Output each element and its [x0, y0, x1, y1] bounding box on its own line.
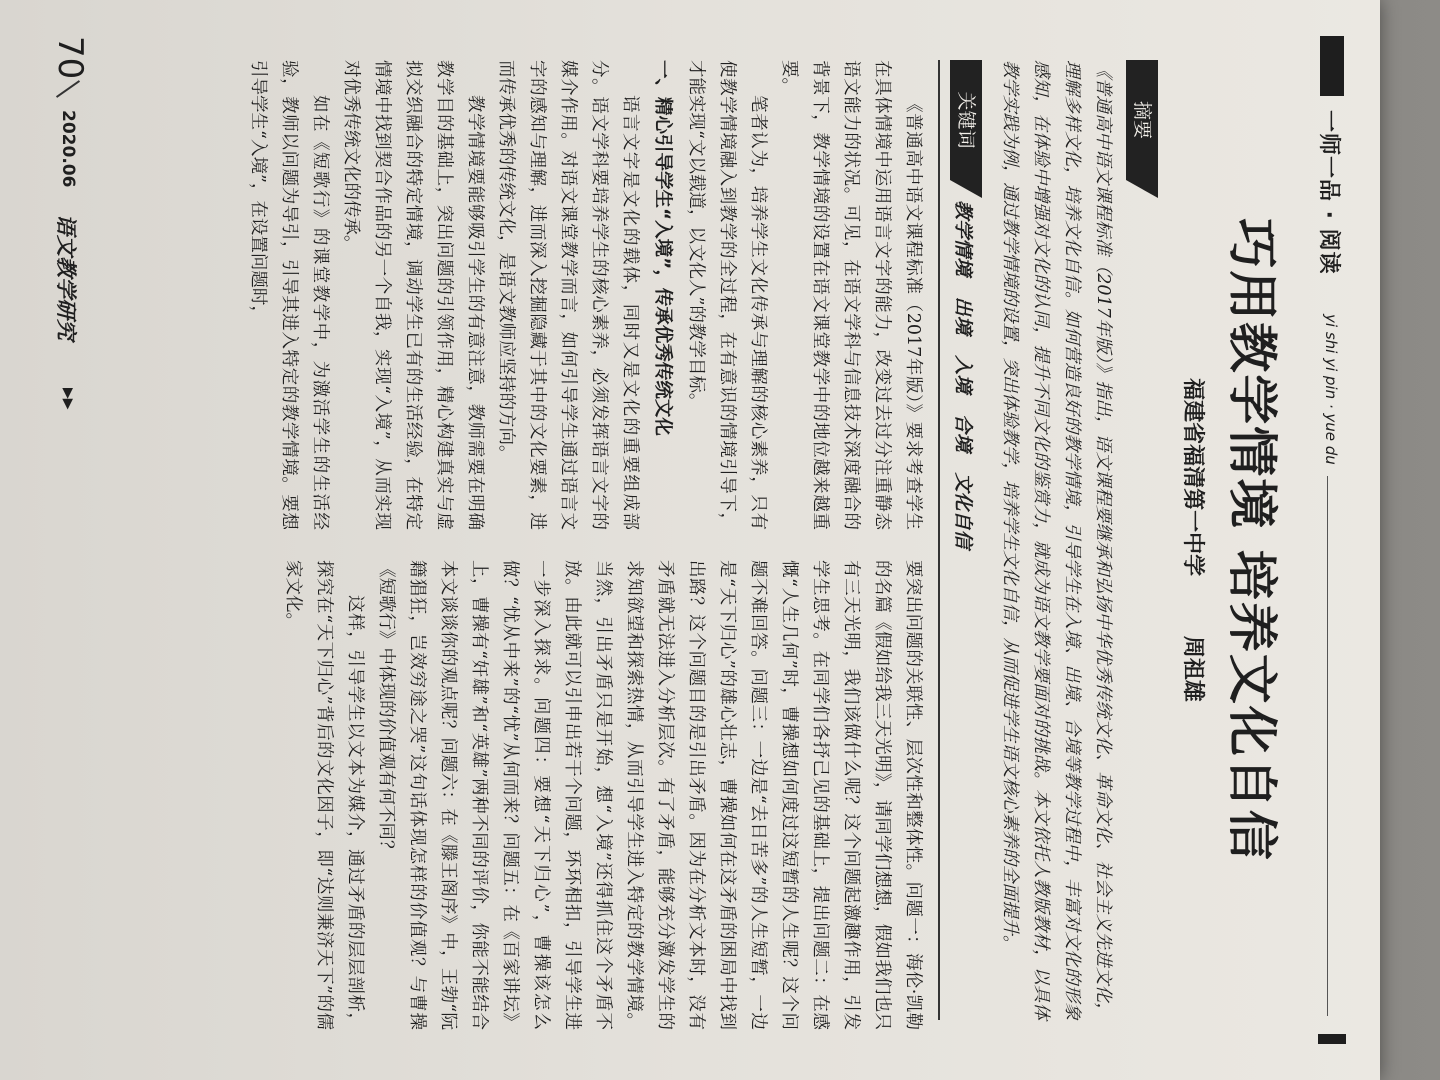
author: 周祖雄 [1180, 635, 1206, 702]
abstract-label: 摘要 [1126, 60, 1158, 180]
paragraph: 要突出问题的关联性、层次性和整体性。问题一：海伦·凯勒的名篇《假如给我三天光明》，请同学们想想，假如我们也只有三天光明，我们该做什么呢？这个问题起激趣作用，引发学生思考。在同学们各抒己见的基础上，提出问题二：在感慨“人生几何”时，曹操想如何度过这短暂的人生呢？这个问题不难回答。问题三：一边是“去日苦多”的人生短暂，一边是“天下归心”的雄心壮志，曹操如何在这矛盾的困局中找到出路？这个问题目的是引出矛盾。因为在分析文本时，没有矛盾就无法进入分析层次。有了矛盾，能够充分激发学生的求知欲望和探索热情，从而引导学生进入特定的教学情境。当然，引出矛盾只是开始，想“入境”还得抓住这个矛盾不放。由此就可以引申出若干个问题，环环相扣，引导学生进一步深入探求。问题四：要想“天下归心”，曹操该怎么做？“忧从中来”的“忧”从何而来？问题五：在《百家讲坛》上，曹操有“奸雄”和“英雄”两种不同的评价，你能不能结合本文谈谈你的观点呢？问题六：在《滕王阁序》中，王勃“阮籍猖狂，岂效穷途之哭”这句话体现怎样的价值观？与曹操《短歌行》中体现的价值观有何不同？ [376, 560, 923, 1030]
keywords-label: 关键词 [950, 60, 982, 180]
body-column-right [277, 560, 928, 1030]
paragraph: 语言文字是文化的载体，同时又是文化的重要组成部分。语文学科要培养学生的核心素养，必须发挥语言文字的媒介作用。对语文课堂教学而言，如何引导学生通过语言文字的感知与理解，进而深入挖掘隐藏于其中的文化要素，进而传承优秀的传统文化，是语文教师应坚持的方向。 [496, 60, 640, 530]
section-heading: 一、精心引导学生“入境”，传承优秀传统文化 [652, 60, 673, 436]
paragraph: 《普通高中语文课程标准（2017年版）》要求考查学生在具体情境中运用语言文字的能力，改变过去过分注重静态语文能力的状况。可见，在语文学科与信息技术深度融合的背景下，教学情境的设置在语文课堂教学中的地位越来越重要。 [779, 60, 923, 530]
header-rule [1327, 476, 1328, 1016]
byline [1179, 40, 1210, 1040]
keywords-text: 教学情境 出境 入境 合境 文化自信 [952, 200, 974, 549]
arrow-icon: ▶▶ [60, 388, 76, 410]
paragraph: 如在《短歌行》的课堂教学中，为激活学生的生活经验，教师以问题为导引，引导其进入特定的教学情境。要想引导学生“入境”，在设置问题时， [248, 60, 330, 530]
page-number: 70 [50, 36, 90, 80]
paragraph: 这样，引导学生以文本为媒介，通过矛盾的层层剖析，探究在“天下归心”背后的文化因子，即“达则兼济天下”的儒家文化。 [283, 560, 365, 1030]
affiliation: 福建省福清第一中学 [1180, 378, 1206, 577]
issue-date: 2020.06 [58, 110, 78, 188]
header-end-mark [1318, 1034, 1346, 1044]
article-title: 巧用教学情境 培养文化自信 [1223, 218, 1281, 862]
paragraph: 笔者认为，培养学生文化传承与理解的核心素养，只有使教学情境融入到教学的全过程，在有意识的情境引导下，才能实现“文以载道，以文化人”的教学目标。 [686, 60, 768, 530]
body-column-left [242, 60, 928, 530]
column-pinyin: yi shi yi pin · yue du [1322, 314, 1340, 465]
footer-slash-decoration [56, 80, 80, 98]
page-footer [42, 36, 90, 1044]
keywords-rule [938, 60, 940, 1020]
journal-name: 语文教学研究 [54, 214, 79, 340]
column-title: 一师一品 · 阅读 [1316, 110, 1341, 275]
running-header [1308, 36, 1352, 1044]
abstract-text: 《普通高中语文课程标准（2017年版）》指出，语文课程要继承和弘扬中华优秀传统文化、革命文化、社会主义先进文化，理解多样文化，培养文化自信。如何营造良好的教学情境，引导学生在入境、出境、合境等教学过程中，丰富对文化的形象感知，在体验中增强对文化的认同，提升不同文化的鉴赏力，就成为语文教学要面对的挑战。本文依托人教版教材，以具体教学实践为例，通过教学情境的设置，突出体验教学，培养学生文化自信，从而促进学生语文核心素养的全面提升。 [1000, 60, 1113, 1020]
header-bar-decoration [1320, 36, 1344, 96]
paragraph: 教学情境要能够吸引学生的有意注意，教师需要在明确教学目的基础上，突出问题的引领作用，精心构建真实与虚拟交织融合的特定情境，调动学生已有的生活经验，在特定情境中找到契合作品的另一个自我，实现“入境”，从而实现对优秀传统文化的传承。 [341, 60, 485, 530]
